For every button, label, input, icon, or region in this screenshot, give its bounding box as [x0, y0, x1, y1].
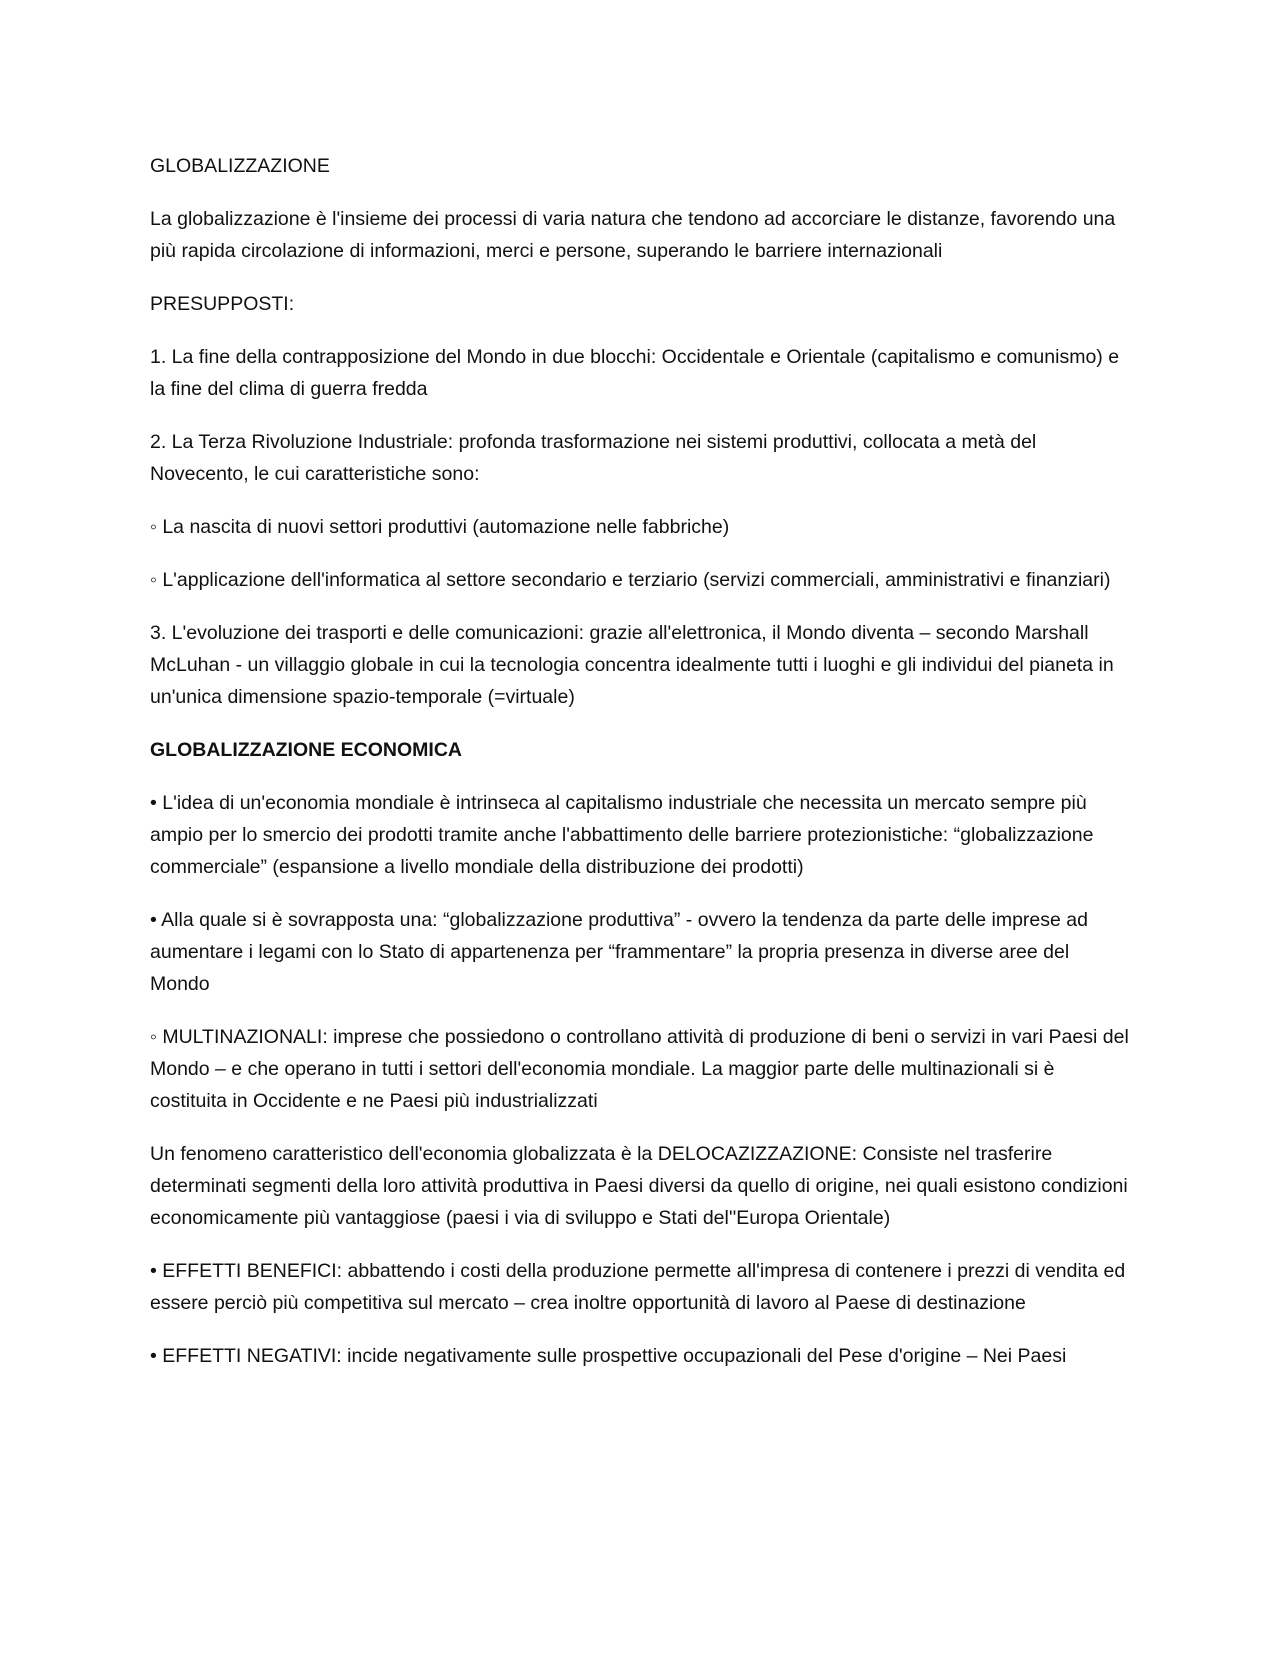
definition-paragraph: La globalizzazione è l'insieme dei processi di varia natura che tendono ad accorciare le distanze, favorendo una più rapida circolazione di informazioni, merci e persone, superando le barriere internazionali	[150, 208, 1116, 262]
body-paragraph: Un fenomeno caratteristico dell'economia globalizzata è la DELOCAZIZZAZIONE: Consiste nel trasferire determinati segmenti della loro attività produttiva in Paesi diversi da quello di origine, nei quali esistono condizioni economicamente più vantaggiose (paesi i via di sviluppo e Stati del''Europa Orientale)	[150, 1143, 1128, 1229]
numbered-item-3: 3. L'evoluzione dei trasporti e delle comunicazioni: grazie all'elettronica, il Mondo diventa – secondo Marshall McLuhan - un villaggio globale in cui la tecnologia concentra idealmente tutti i luoghi e gli individui del pianeta in un'unica dimensione spazio-temporale (=virtuale)	[150, 622, 1114, 708]
bullet-item: • Alla quale si è sovrapposta una: “globalizzazione produttiva” - ovvero la tendenza da parte delle imprese ad aumentare i legami con lo Stato di appartenenza per “frammentare” la propria presenza in diverse aree del Mondo	[150, 909, 1088, 995]
numbered-item-1: 1. La fine della contrapposizione del Mondo in due blocchi: Occidentale e Orientale (capitalismo e comunismo) e la fine del clima di guerra fredda	[150, 346, 1120, 400]
sub-bullet-item: ◦ L'applicazione dell'informatica al settore secondario e terziario (servizi commerciali, amministrativi e finanziari)	[150, 569, 1111, 591]
bullet-item: • L'idea di un'economia mondiale è intrinseca al capitalismo industriale che necessita un mercato sempre più ampio per lo smercio dei prodotti tramite anche l'abbattimento delle barriere protezionistiche: “globalizzazione commerciale” (espansione a livello mondiale della distribuzione dei prodotti)	[150, 792, 1094, 878]
section-heading-presupposti: PRESUPPOSTI:	[150, 293, 295, 315]
section-heading-globalizzazione-economica: GLOBALIZZAZIONE ECONOMICA	[150, 739, 462, 761]
sub-bullet-item: ◦ La nascita di nuovi settori produttivi (automazione nelle fabbriche)	[150, 516, 730, 538]
numbered-item-2: 2. La Terza Rivoluzione Industriale: profonda trasformazione nei sistemi produttivi, collocata a metà del Novecento, le cui caratteristiche sono:	[150, 431, 1037, 485]
sub-bullet-item: ◦ MULTINAZIONALI: imprese che possiedono o controllano attività di produzione di beni o servizi in vari Paesi del Mondo – e che operano in tutti i settori dell'economia mondiale. La maggior parte delle multinazionali si è costituita in Occidente e ne Paesi più industrializzati	[150, 1026, 1129, 1112]
document-body	[150, 150, 1130, 1393]
bullet-item: • EFFETTI NEGATIVI: incide negativamente sulle prospettive occupazionali del Pese d'origine – Nei Paesi	[150, 1345, 1067, 1367]
document-title: GLOBALIZZAZIONE	[150, 155, 330, 177]
bullet-item: • EFFETTI BENEFICI: abbattendo i costi della produzione permette all'impresa di contenere i prezzi di vendita ed essere perciò più competitiva sul mercato – crea inoltre opportunità di lavoro al Paese di destinazione	[150, 1260, 1126, 1314]
